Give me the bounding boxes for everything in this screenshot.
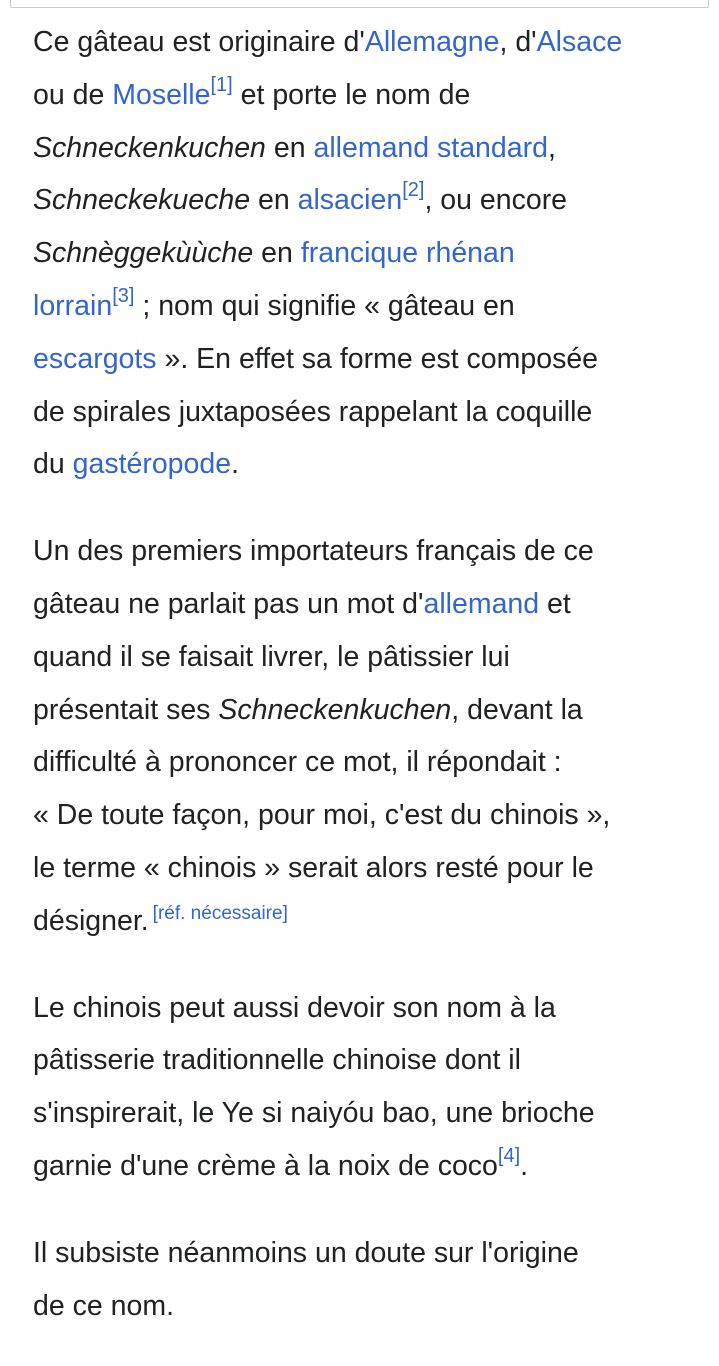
text-run: ; nom qui signifie « gâteau en (134, 289, 515, 322)
text-run: difficulté à prononcer ce mot, il répondait : (33, 746, 562, 779)
text-run: présentait ses (33, 693, 219, 726)
text-run: , ou encore (424, 184, 568, 217)
wiki-link[interactable]: allemand (423, 587, 540, 620)
text-run: Un des premiers importateurs français de ce (33, 535, 594, 568)
wiki-link[interactable]: lorrain (33, 289, 113, 322)
text-run: en (265, 131, 314, 164)
text-run: quand il se faisait livrer, le pâtissier lui (33, 640, 510, 673)
text-run: Il subsiste néanmoins un doute sur l'origine (33, 1236, 579, 1269)
text-run: . (231, 448, 240, 481)
text-run: Ce gâteau est originaire d' (33, 26, 365, 58)
wiki-link[interactable]: allemand standard (313, 131, 548, 164)
wiki-link[interactable]: alsacien (297, 184, 403, 217)
wiki-link[interactable]: Allemagne (364, 26, 500, 58)
reference-sup (153, 903, 288, 924)
text-run: , (547, 131, 556, 164)
italic-term: Schnèggekùùche (33, 237, 254, 270)
wiki-link[interactable]: Alsace (536, 26, 623, 58)
reference-link[interactable]: [2] (402, 179, 425, 202)
paragraph (33, 16, 705, 491)
text-run: pâtisserie traditionnelle chinoise dont il (33, 1044, 521, 1077)
text-run: « De toute façon, pour moi, c'est du chinois », (33, 799, 611, 832)
text-run: du (33, 448, 73, 481)
text-run: , devant la (451, 693, 583, 726)
text-run: et (539, 587, 571, 620)
text-run: désigner. (33, 904, 149, 937)
article-content (33, 16, 705, 1366)
reference-link[interactable]: [4] (497, 1144, 521, 1167)
reference-link[interactable]: [1] (210, 73, 233, 96)
text-run: gâteau ne parlait pas un mot d' (33, 587, 424, 620)
wiki-link[interactable]: Moselle (112, 78, 211, 111)
text-run: Le chinois peut aussi devoir son nom à la (33, 991, 556, 1024)
wiki-link[interactable]: francique rhénan (300, 237, 515, 270)
text-run: et porte le nom de (232, 78, 471, 111)
reference-link[interactable]: [3] (112, 284, 135, 307)
text-run: . (520, 1149, 529, 1182)
text-run: , d' (499, 26, 537, 58)
paragraph (33, 1227, 705, 1333)
text-run: de spirales juxtaposées rappelant la coquille (33, 395, 593, 428)
text-run: s'inspirerait, le Ye si naiyóu bao, une brioche (33, 1097, 595, 1130)
paragraph (33, 982, 705, 1193)
text-run: ». En effet sa forme est composée (156, 342, 599, 375)
top-panel-edge (10, 0, 709, 8)
text-run: garnie d'une crème à la noix de coco (33, 1149, 498, 1182)
citation-needed-link[interactable]: [réf. nécessaire] (152, 902, 288, 924)
italic-term: Schneckenkuchen (218, 693, 452, 726)
paragraph (33, 525, 705, 947)
reference-sup (498, 1145, 520, 1167)
italic-term: Schneckenkuchen (33, 131, 266, 164)
text-run: de ce nom. (33, 1289, 174, 1322)
text-run: ou de (33, 78, 113, 111)
reference-sup (210, 74, 232, 96)
wiki-link[interactable]: escargots (33, 342, 157, 375)
italic-term: Schneckekueche (33, 184, 251, 217)
text-run: en (253, 237, 301, 270)
reference-sup (112, 285, 134, 307)
text-run: le terme « chinois » serait alors resté pour le (33, 851, 594, 884)
wiki-link[interactable]: gastéropode (72, 448, 232, 481)
reference-sup (402, 179, 424, 201)
text-run: en (250, 184, 298, 217)
